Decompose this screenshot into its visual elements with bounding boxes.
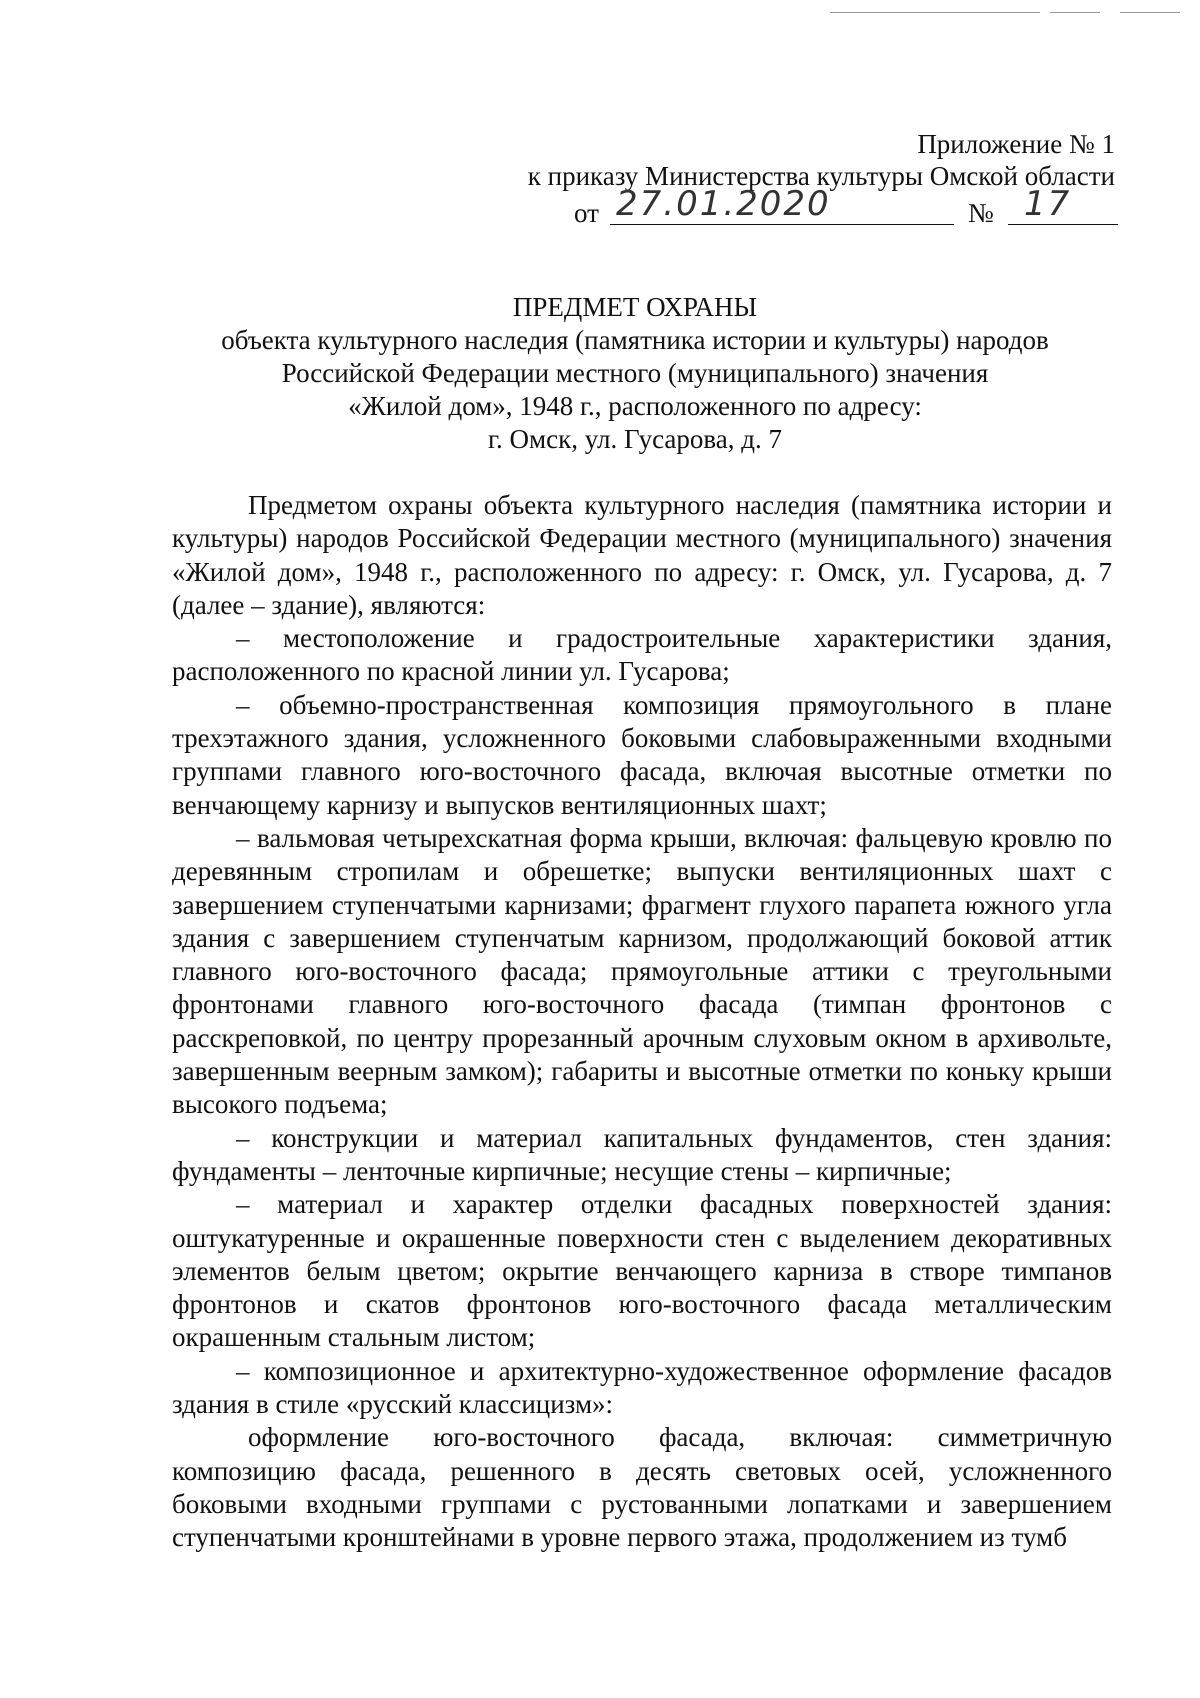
title-line-4: г. Омск, ул. Гусарова, д. 7 — [488, 424, 782, 454]
title-main: ПРЕДМЕТ ОХРАНЫ — [512, 292, 758, 322]
date-underline — [610, 224, 954, 225]
title-line-2: Российской Федерации местного (муниципального) значения — [281, 358, 989, 388]
appendix-number: Приложение № 1 — [917, 129, 1115, 159]
intro-paragraph: Предметом охраны объекта культурного наследия (памятника истории и культуры) народов Российской Федерации местного (муниципального) значения «Жилой дом», 1948 г., расположенного по адресу: г. Омск, ул. Гусарова, д. 7 (далее – здание), являются: — [172, 490, 1112, 620]
scan-edge-line — [1050, 12, 1100, 13]
protection-item: – конструкции и материал капитальных фундаментов, стен здания: фундаменты – ленточные кирпичные; несущие стены – кирпичные; — [172, 1122, 1112, 1186]
document-title — [160, 291, 1110, 456]
protection-item: – вальмовая четырехскатная форма крыши, включая: фальцевую кровлю по деревянным стропилам и обрешетке; выпуски вентиляционных шахт с завершением ступенчатыми карнизами; фрагмент глухого парапета южного угла здания с завершением ступенчатым карнизом, продолжающий боковой аттик главного юго-восточного фасада; прямоугольные аттики с треугольными фронтонами главного юго-восточного фасада (тимпан фронтонов с расскреповкой, по центру прорезанный арочным слуховым окном в архивольте, завершенным веерным замком); габариты и высотные отметки по коньку крыши высокого подъема; — [172, 822, 1112, 1120]
appendix-header — [415, 128, 1115, 192]
protection-item: – местоположение и градостроительные характеристики здания, расположенного по красной линии ул. Гусарова; — [172, 623, 1112, 687]
date-label: от — [574, 198, 599, 228]
protection-item: – композиционное и архитектурно-художественное оформление фасадов здания в стиле «русский классицизм»: — [172, 1355, 1112, 1420]
appendix-order-ref: к приказу Министерства культуры Омской области — [527, 161, 1115, 191]
protection-item: – материал и характер отделки фасадных поверхностей здания: оштукатуренные и окрашенные поверхности стен с выделением декоративных элементов белым цветом; окрытие венчающего карниза в створе тимпанов фронтонов и скатов фронтонов юго-восточного фасада металлическим окрашенным стальным листом; — [172, 1189, 1112, 1353]
protection-subitem: оформление юго-восточного фасада, включая: симметричную композицию фасада, решенного в десять световых осей, усложненного боковыми входными группами с рустованными лопатками и завершением ступенчатыми кронштейнами в уровне первого этажа, продолжением из тумб — [172, 1422, 1112, 1553]
number-underline — [1008, 224, 1118, 225]
handwritten-date: 27.01.2020 — [616, 184, 831, 224]
handwritten-number: 17 — [1024, 184, 1072, 224]
order-date-row — [574, 184, 1118, 228]
protection-item: – объемно-пространственная композиция прямоугольного в плане трехэтажного здания, усложненного боковыми слабовыраженными входными группами главного юго-восточного фасада, включая высотные отметки по венчающему карнизу и выпусков вентиляционных шахт; — [172, 689, 1112, 820]
title-line-1: объекта культурного наследия (памятника истории и культуры) народов — [221, 325, 1049, 355]
document-body — [172, 489, 1112, 1555]
scan-edge-line — [830, 12, 1040, 13]
scan-edge-line — [1120, 12, 1180, 13]
number-label: № — [968, 198, 994, 228]
title-line-3: «Жилой дом», 1948 г., расположенного по адресу: — [348, 391, 922, 421]
